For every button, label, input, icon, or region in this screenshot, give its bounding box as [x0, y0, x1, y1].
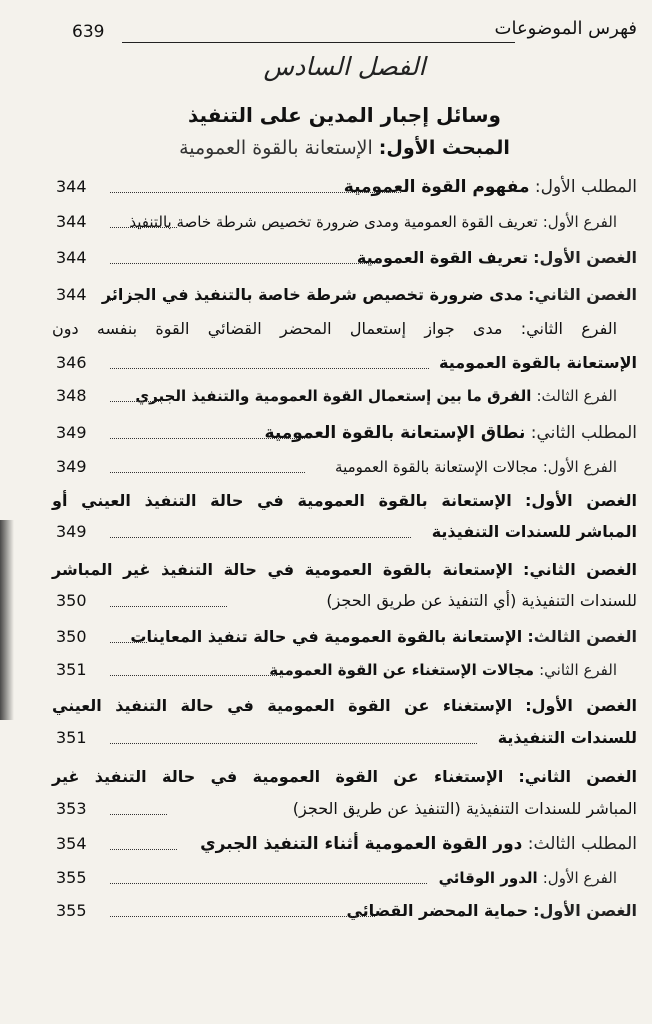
entry-kind: الفرع الثاني:: [539, 661, 617, 679]
entry-page: 355: [56, 868, 87, 887]
toc-entry[interactable]: [52, 863, 637, 893]
entry-title: للسندات التنفيذية: [497, 728, 637, 747]
entry-title: مجالات الإستعانة بالقوة العمومية: [335, 458, 538, 476]
entry-title: نطاق الإستعانة بالقوة العمومية: [264, 423, 526, 443]
entry-page: 349: [56, 423, 87, 442]
toc-entry[interactable]: [52, 207, 637, 237]
page-number: 639: [72, 22, 105, 42]
entry-page: 349: [56, 522, 87, 541]
entry-title: مدى ضرورة تخصيص شرطة خاصة بالتنفيذ في الجزائر: [101, 285, 524, 304]
section-title: وسائل إجبار المدين على التنفيذ: [188, 103, 501, 127]
leader-dots: [110, 606, 227, 607]
toc-entry[interactable]: [52, 172, 637, 202]
entry-page: 353: [56, 799, 87, 818]
header-title: فهرس الموضوعات: [494, 18, 637, 39]
entry-page: 351: [56, 728, 87, 747]
entry-kind: الفرع الأول:: [542, 869, 617, 887]
entry-title: مجالات الإستغناء عن القوة العمومية: [269, 661, 535, 679]
running-header: [52, 18, 637, 46]
entry-page: 350: [56, 591, 87, 610]
subsection-label: المبحث الأول:: [378, 137, 510, 159]
entry-kind: الفرع الأول:: [542, 213, 617, 231]
entry-page: 351: [56, 660, 87, 679]
entry-page: 344: [56, 212, 87, 231]
toc-entry[interactable]: [52, 896, 637, 926]
entry-title-line1: الإستغناء عن القوة العمومية في حالة التنفيذ غير: [52, 767, 504, 786]
entry-kind: المطلب الثالث:: [527, 834, 637, 854]
leader-dots: [110, 537, 411, 538]
leader-dots: [110, 263, 375, 264]
entry-page: 349: [56, 457, 87, 476]
entry-page: 344: [56, 177, 87, 196]
entry-title: تعريف القوة العمومية: [356, 248, 529, 267]
entry-kind: الغصن الثاني:: [518, 767, 637, 786]
entry-kind: الغصن الأول:: [525, 696, 638, 715]
toc-entry[interactable]: [52, 586, 637, 616]
leader-dots: [110, 743, 477, 744]
entry-page: 355: [56, 901, 87, 920]
entry-title: دور القوة العمومية أثناء التنفيذ الجبري: [200, 834, 523, 854]
entry-kind: الغصن الثالث:: [527, 627, 637, 646]
toc-entry[interactable]: [52, 381, 637, 411]
toc-entry[interactable]: [52, 418, 637, 448]
toc-entry-line1[interactable]: [52, 762, 637, 792]
toc-entry-line1[interactable]: [52, 555, 637, 585]
toc-entry[interactable]: [52, 280, 637, 310]
entry-kind: الغصن الأول:: [524, 491, 638, 510]
leader-dots: [110, 916, 375, 917]
entry-title-line1: الإستعانة بالقوة العمومية في حالة التنفيذ العيني أو: [52, 491, 512, 510]
leader-dots: [110, 192, 401, 193]
entry-title: مفهوم القوة العمومية: [343, 177, 530, 197]
toc-page: [52, 0, 637, 1024]
leader-dots: [110, 401, 161, 402]
toc-entry[interactable]: [52, 452, 637, 482]
toc-entry[interactable]: [52, 829, 637, 859]
subsection-heading: [52, 137, 637, 159]
leader-dots: [110, 849, 177, 850]
entry-kind: الغصن الثاني:: [523, 560, 637, 579]
entry-title: تعريف القوة العمومية ومدى ضرورة تخصيص شرطة خاصة بالتنفيذ: [129, 213, 538, 231]
entry-title: المباشر للسندات التنفيذية (التنفيذ عن طريق الحجز): [292, 799, 637, 818]
toc-entry[interactable]: [52, 348, 637, 378]
leader-dots: [110, 368, 429, 369]
entry-title-line1: الإستغناء عن القوة العمومية في حالة التنفيذ العيني: [52, 696, 513, 715]
entry-title-line1: مدى جواز إستعمال المحضر القضائي القوة بنفسه دون: [52, 319, 503, 338]
toc-entry[interactable]: [52, 723, 637, 753]
leader-dots: [110, 227, 177, 228]
leader-dots: [110, 300, 113, 301]
entry-title: الدور الوقائي: [438, 869, 538, 887]
entry-page: 354: [56, 834, 87, 853]
toc-entry-line1[interactable]: [52, 691, 637, 721]
entry-title: للسندات التنفيذية (أي التنفيذ عن طريق الحجز): [326, 591, 637, 610]
toc-entry[interactable]: [52, 517, 637, 547]
leader-dots: [110, 814, 167, 815]
entry-title: الإستعانة بالقوة العمومية: [439, 353, 637, 372]
toc-entry[interactable]: [52, 794, 637, 824]
leader-dots: [110, 642, 147, 643]
entry-kind: الغصن الثاني:: [528, 285, 637, 304]
entry-page: 348: [56, 386, 87, 405]
page-edge-shadow: [0, 520, 14, 720]
entry-kind: الفرع الثالث:: [536, 387, 617, 405]
leader-dots: [110, 438, 305, 439]
entry-page: 344: [56, 285, 87, 304]
toc-entry[interactable]: [52, 655, 637, 685]
leader-dots: [110, 675, 277, 676]
entry-title: الإستعانة بالقوة العمومية في حالة تنفيذ المعاينات: [130, 627, 523, 646]
entry-kind: الغصن الأول:: [533, 248, 637, 267]
toc-entry[interactable]: [52, 243, 637, 273]
entry-kind: المطلب الثاني:: [530, 423, 637, 443]
entry-kind: المطلب الأول:: [534, 177, 637, 197]
chapter-title: الفصل السادس: [263, 52, 426, 81]
leader-dots: [110, 883, 427, 884]
entry-title: المباشر للسندات التنفيذية: [431, 522, 637, 541]
entry-page: 344: [56, 248, 87, 267]
subsection-name: الإستعانة بالقوة العمومية: [179, 137, 373, 159]
toc-entry-line1[interactable]: [52, 486, 637, 516]
entry-title: الفرق ما بين إستعمال القوة العمومية والتنفيذ الجبري: [135, 387, 532, 405]
entry-page: 350: [56, 627, 87, 646]
entry-title: حماية المحضر القضائي: [346, 901, 529, 920]
leader-dots: [110, 472, 305, 473]
header-rule: [122, 42, 515, 43]
toc-entry-line1[interactable]: [52, 314, 617, 344]
entry-kind: الفرع الأول:: [542, 458, 617, 476]
entry-title-line1: الإستعانة بالقوة العمومية في حالة التنفيذ غير المباشر: [52, 560, 513, 579]
entry-kind: الغصن الأول:: [533, 901, 637, 920]
toc-entry[interactable]: [52, 622, 637, 652]
entry-page: 346: [56, 353, 87, 372]
entry-kind: الفرع الثاني:: [520, 319, 618, 338]
